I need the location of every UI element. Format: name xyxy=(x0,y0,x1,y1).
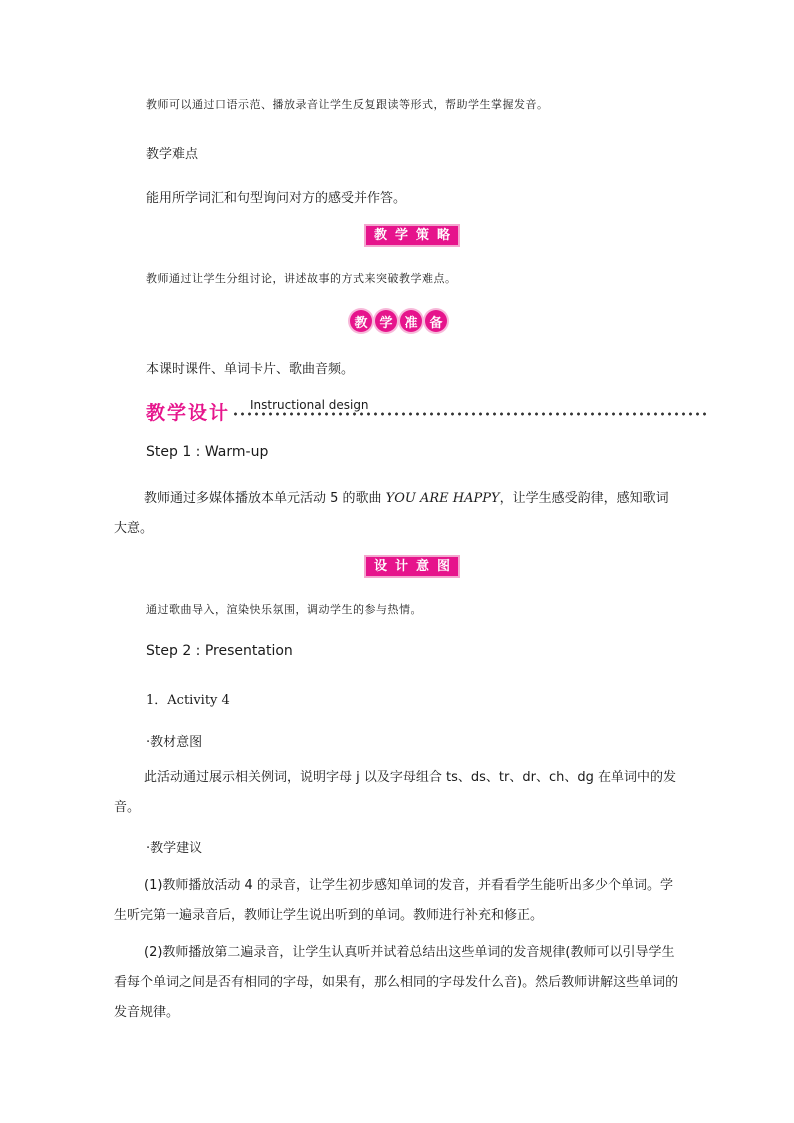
prep-badge-char: 准 xyxy=(400,310,422,332)
step1-text-after: ，让学生感受韵律，感知歌词大意。 xyxy=(114,491,669,536)
intent-badge: 设计意图 xyxy=(366,557,458,576)
prep-badge-char: 教 xyxy=(350,310,372,332)
song-title: YOU ARE HAPPY xyxy=(385,491,500,506)
step2-heading: Step 2 : Presentation xyxy=(146,643,293,659)
step1-text-before: 教师通过多媒体播放本单元活动 5 的歌曲 xyxy=(144,491,386,506)
prep-badge-char: 学 xyxy=(375,310,397,332)
intent-text: 通过歌曲导入，渲染快乐氛围，调动学生的参与热情。 xyxy=(146,603,422,616)
suggestion-2: (2)教师播放第二遍录音，让学生认真听并试着总结出这些单词的发音规律(教师可以引导学生看每个单词之间是否有相同的字母，如果有，那么相同的字母发什么音)。然后教师讲解这些单词的发音规律。 xyxy=(114,945,679,1020)
design-section-subtitle: Instructional design xyxy=(250,398,369,412)
step1-paragraph xyxy=(114,484,680,544)
prep-badge xyxy=(350,310,447,332)
textbook-intent-paragraph: 此活动通过展示相关例词，说明字母 j 以及字母组合 ts、ds、tr、dr、ch、dg 在单词中的发音。 xyxy=(114,770,676,815)
textbook-intent-label: ·教材意图 xyxy=(146,735,203,750)
prep-badge-char: 备 xyxy=(425,310,447,332)
step1-heading: Step 1 : Warm-up xyxy=(146,444,269,460)
difficulty-text: 能用所学词汇和句型询问对方的感受并作答。 xyxy=(146,191,407,206)
prep-text: 本课时课件、单词卡片、歌曲音频。 xyxy=(146,362,355,377)
dotted-divider xyxy=(232,412,710,416)
strategy-badge: 教学策略 xyxy=(366,226,458,245)
activity-heading: 1．Activity 4 xyxy=(146,693,230,708)
intro-line: 教师可以通过口语示范、播放录音让学生反复跟读等形式，帮助学生掌握发音。 xyxy=(146,98,549,111)
suggestion-1: (1)教师播放活动 4 的录音，让学生初步感知单词的发音，并看看学生能听出多少个单词。学生听完第一遍录音后，教师让学生说出听到的单词。教师进行补充和修正。 xyxy=(114,878,673,923)
difficulty-heading: 教学难点 xyxy=(146,147,199,162)
suggestion-label: ·教学建议 xyxy=(146,841,203,856)
design-section-title: 教学设计 xyxy=(146,402,231,424)
strategy-text: 教师通过让学生分组讨论，讲述故事的方式来突破教学难点。 xyxy=(146,272,457,285)
